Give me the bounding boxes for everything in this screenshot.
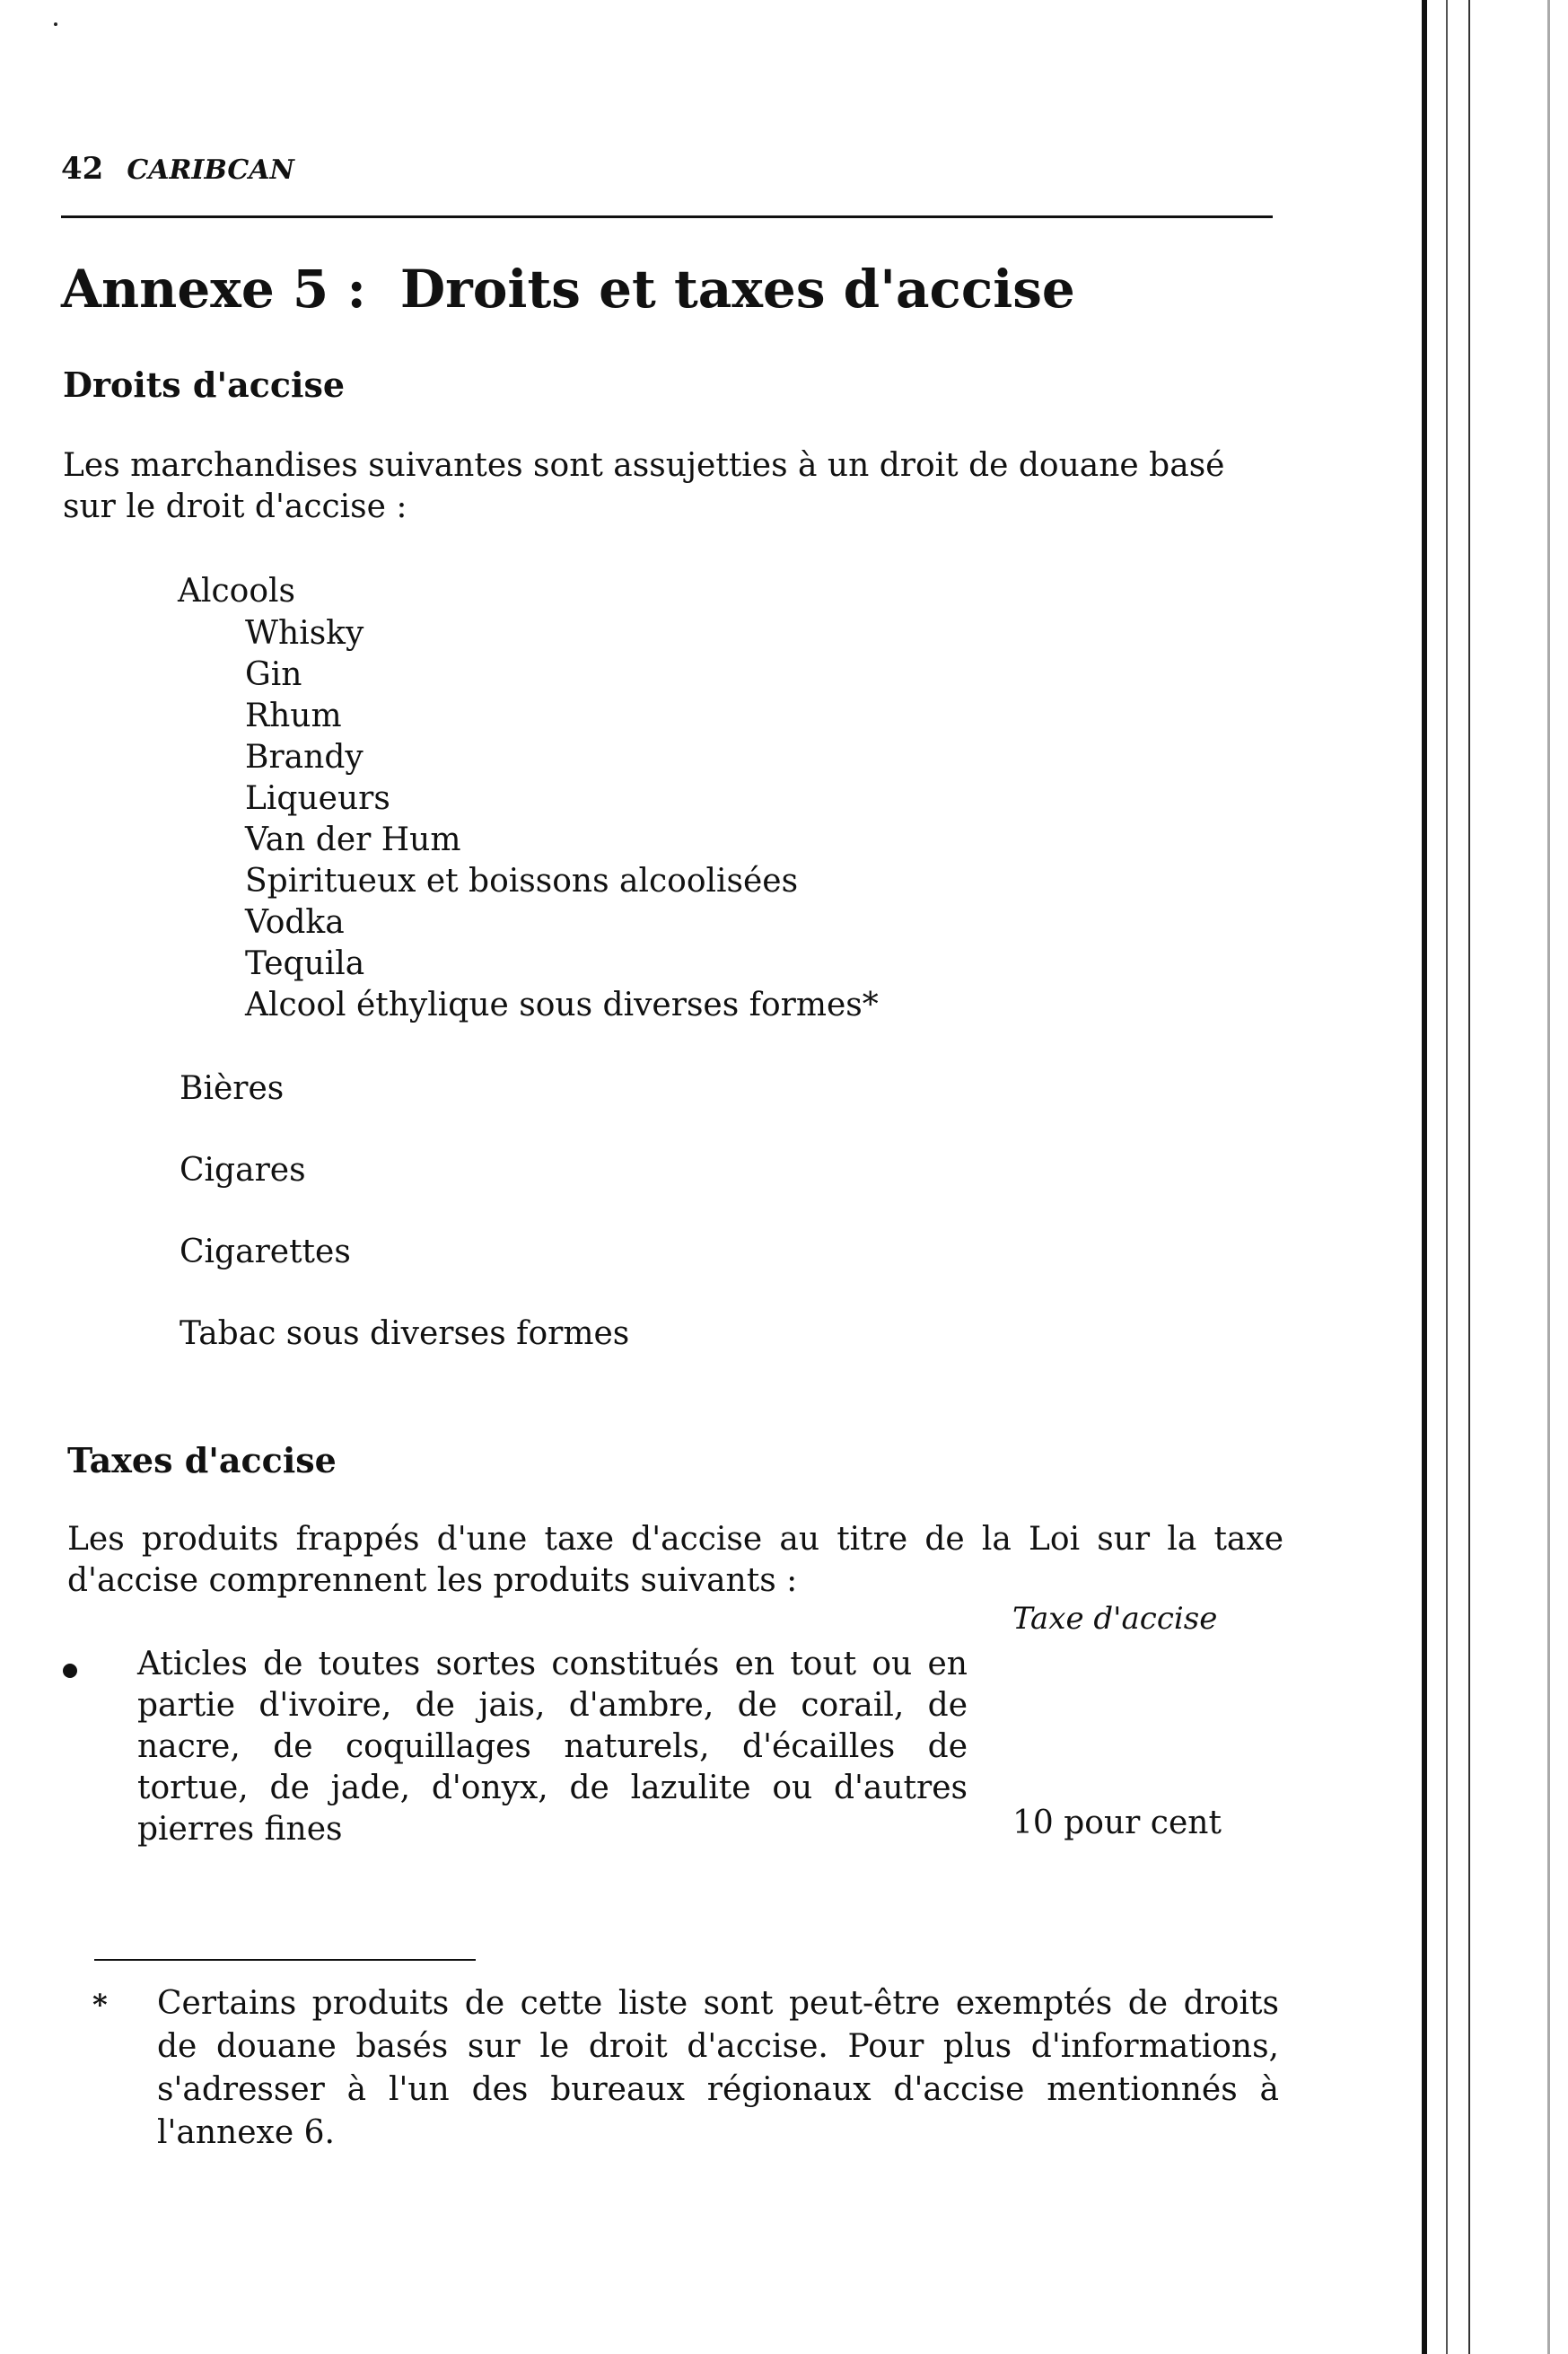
- list-item: Van der Hum: [245, 821, 461, 858]
- journal-name: CARIBCAN: [127, 154, 294, 186]
- category-bieres: Bières: [180, 1070, 285, 1107]
- list-item: Tequila: [245, 945, 365, 982]
- category-cigarettes: Cigarettes: [180, 1234, 351, 1270]
- annex-title-text: Droits et taxes d'accise: [399, 259, 1075, 320]
- list-item: Vodka: [245, 904, 345, 941]
- bullet-item-text: Aticles de toutes sortes constitués en tout ou en partie d'ivoire, de jais, d'ambre, de corail, de nacre, de coquillages naturels, d'écailles de tortue, de jade, d'onyx, de lazulite ou d'autres pierres fines: [137, 1646, 968, 1848]
- column-header-taxe: Taxe d'accise: [1012, 1601, 1218, 1637]
- alcohol-list: [245, 613, 879, 1026]
- footnote-marker: *: [92, 1988, 108, 2022]
- list-item: Liqueurs: [245, 780, 390, 817]
- list-item: Whisky: [245, 615, 364, 652]
- scan-edge-line: [1468, 0, 1470, 2354]
- list-item: Brandy: [245, 739, 364, 776]
- header-rule: [61, 215, 1273, 218]
- running-head: [61, 151, 294, 187]
- section-heading-droits: Droits d'accise: [63, 365, 346, 405]
- alcohol-group-label: Alcools: [178, 573, 296, 610]
- bullet-icon: [63, 1664, 77, 1678]
- category-tabac: Tabac sous diverses formes: [180, 1315, 630, 1352]
- list-item: Gin: [245, 656, 302, 693]
- intro-paragraph-droits: Les marchandises suivantes sont assujetties à un droit de douane basé sur le droit d'accise :: [63, 447, 1225, 525]
- scan-edge-line: [1446, 0, 1448, 2354]
- scan-edge-line: [1422, 0, 1427, 2354]
- scan-speck: [54, 22, 57, 26]
- footnote-text: Certains produits de cette liste sont peut-être exemptés de droits de douane basés sur le droit d'accise. Pour plus d'informations, s'adresser à l'un des bureaux régionaux d'accise mentionnés à l'annexe 6.: [157, 1985, 1279, 2151]
- tax-rate: 10 pour cent: [1012, 1805, 1222, 1841]
- category-cigares: Cigares: [180, 1152, 306, 1189]
- list-item: Spiritueux et boissons alcoolisées: [245, 863, 799, 900]
- section-heading-taxes: Taxes d'accise: [67, 1440, 337, 1480]
- list-item: Alcool éthylique sous diverses formes*: [245, 987, 879, 1023]
- footnote-rule: [94, 1959, 476, 1961]
- list-item: Rhum: [245, 698, 342, 734]
- intro-paragraph-taxes: Les produits frappés d'une taxe d'accise au titre de la Loi sur la taxe d'accise comprennent les produits suivants :: [67, 1521, 1283, 1599]
- annex-title: [61, 259, 1075, 320]
- annex-label: Annexe 5 :: [61, 259, 366, 320]
- scan-edge-line: [1547, 0, 1550, 2354]
- page-number: 42: [61, 151, 104, 187]
